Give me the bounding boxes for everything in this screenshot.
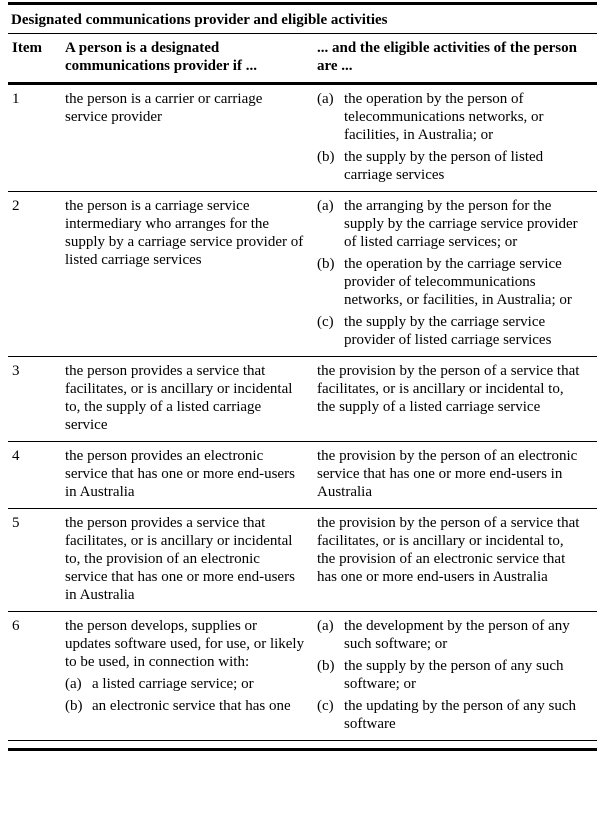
list-label: (b) [317, 658, 335, 674]
table-row [8, 85, 597, 192]
list-label: (a) [65, 676, 82, 692]
item-number: 5 [12, 515, 20, 531]
table-row [8, 192, 597, 357]
paragraph: the provision by the person of a service that facilitates, or is ancillary or incidental to, the supply of a listed carriage service [317, 363, 580, 415]
table-title: Designated communications provider and eligible activities [8, 5, 597, 34]
list-label: (b) [317, 256, 335, 272]
activities-cell [317, 197, 597, 349]
condition-cell [65, 197, 317, 349]
list-label: (a) [317, 91, 334, 107]
list-label: (c) [317, 314, 334, 330]
paragraph [65, 697, 305, 715]
paragraph: the person is a carrier or carriage service provider [65, 91, 263, 125]
paragraph: the person is a carriage service intermediary who arranges for the supply by a carriage service provider of listed carriage services [65, 198, 304, 268]
paragraph: the person provides an electronic service that has one or more end-users in Australia [65, 448, 295, 500]
condition-cell [65, 447, 317, 501]
paragraph: the person provides a service that facilitates, or is ancillary or incidental to, the provision of an electronic service that has one or more end-users in Australia [65, 515, 295, 603]
list-text: the supply by the person of any such software; or [344, 658, 564, 692]
paragraph: the provision by the person of a service that facilitates, or is ancillary or incidental to, the provision of an electronic service that has one or more end-users in Australia [317, 515, 580, 585]
activities-cell [317, 90, 597, 184]
list-label: (b) [65, 698, 83, 714]
paragraph: the person provides a service that facilitates, or is ancillary or incidental to, the supply of a listed carriage service [65, 363, 293, 433]
list-text: the arranging by the person for the supply by the carriage service provider of listed carriage services; or [344, 198, 578, 250]
list-text: the supply by the carriage service provider of listed carriage services [344, 314, 552, 348]
paragraph [317, 617, 583, 653]
condition-cell [65, 514, 317, 604]
paragraph [317, 697, 583, 733]
paragraph [317, 90, 583, 144]
header-item: Item [12, 40, 42, 56]
condition-cell [65, 617, 317, 733]
table-row [8, 612, 597, 741]
header-condition: A person is a designated communications provider if ... [65, 40, 257, 74]
list-text: an electronic service that has one [92, 698, 291, 714]
list-text: the supply by the person of listed carriage services [344, 149, 544, 183]
item-number: 1 [12, 91, 20, 107]
condition-cell [65, 362, 317, 434]
paragraph [317, 197, 583, 251]
list-text: the operation by the person of telecommunications networks, or facilities, in Australia; or [344, 91, 544, 143]
paragraph: the provision by the person of an electronic service that has one or more end-users in Australia [317, 448, 578, 500]
item-number: 2 [12, 198, 20, 214]
condition-cell [65, 90, 317, 184]
item-number: 3 [12, 363, 20, 379]
list-label: (b) [317, 149, 335, 165]
table-header [8, 34, 597, 85]
list-label: (c) [317, 698, 334, 714]
list-text: the development by the person of any such software; or [344, 618, 570, 652]
paragraph: the person develops, supplies or updates software used, for use, or likely to be used, in connection with: [65, 618, 305, 670]
header-activities: ... and the eligible activities of the person are ... [317, 40, 577, 74]
paragraph [317, 657, 583, 693]
activities-cell [317, 447, 597, 501]
paragraph [317, 313, 583, 349]
table-row [8, 442, 597, 509]
list-label: (a) [317, 618, 334, 634]
list-label: (a) [317, 198, 334, 214]
table-row [8, 357, 597, 442]
list-text: the operation by the carriage service provider of telecommunications networks, or facilities, in Australia; or [344, 256, 572, 308]
activities-cell [317, 514, 597, 604]
provider-activities-table [8, 2, 597, 751]
paragraph [317, 148, 583, 184]
item-number: 6 [12, 618, 20, 634]
table-body [8, 85, 597, 741]
list-text: the updating by the person of any such software [344, 698, 577, 732]
table-row [8, 509, 597, 612]
activities-cell [317, 617, 597, 733]
item-number: 4 [12, 448, 20, 464]
paragraph [65, 675, 305, 693]
paragraph [317, 255, 583, 309]
activities-cell [317, 362, 597, 434]
list-text: a listed carriage service; or [92, 676, 254, 692]
